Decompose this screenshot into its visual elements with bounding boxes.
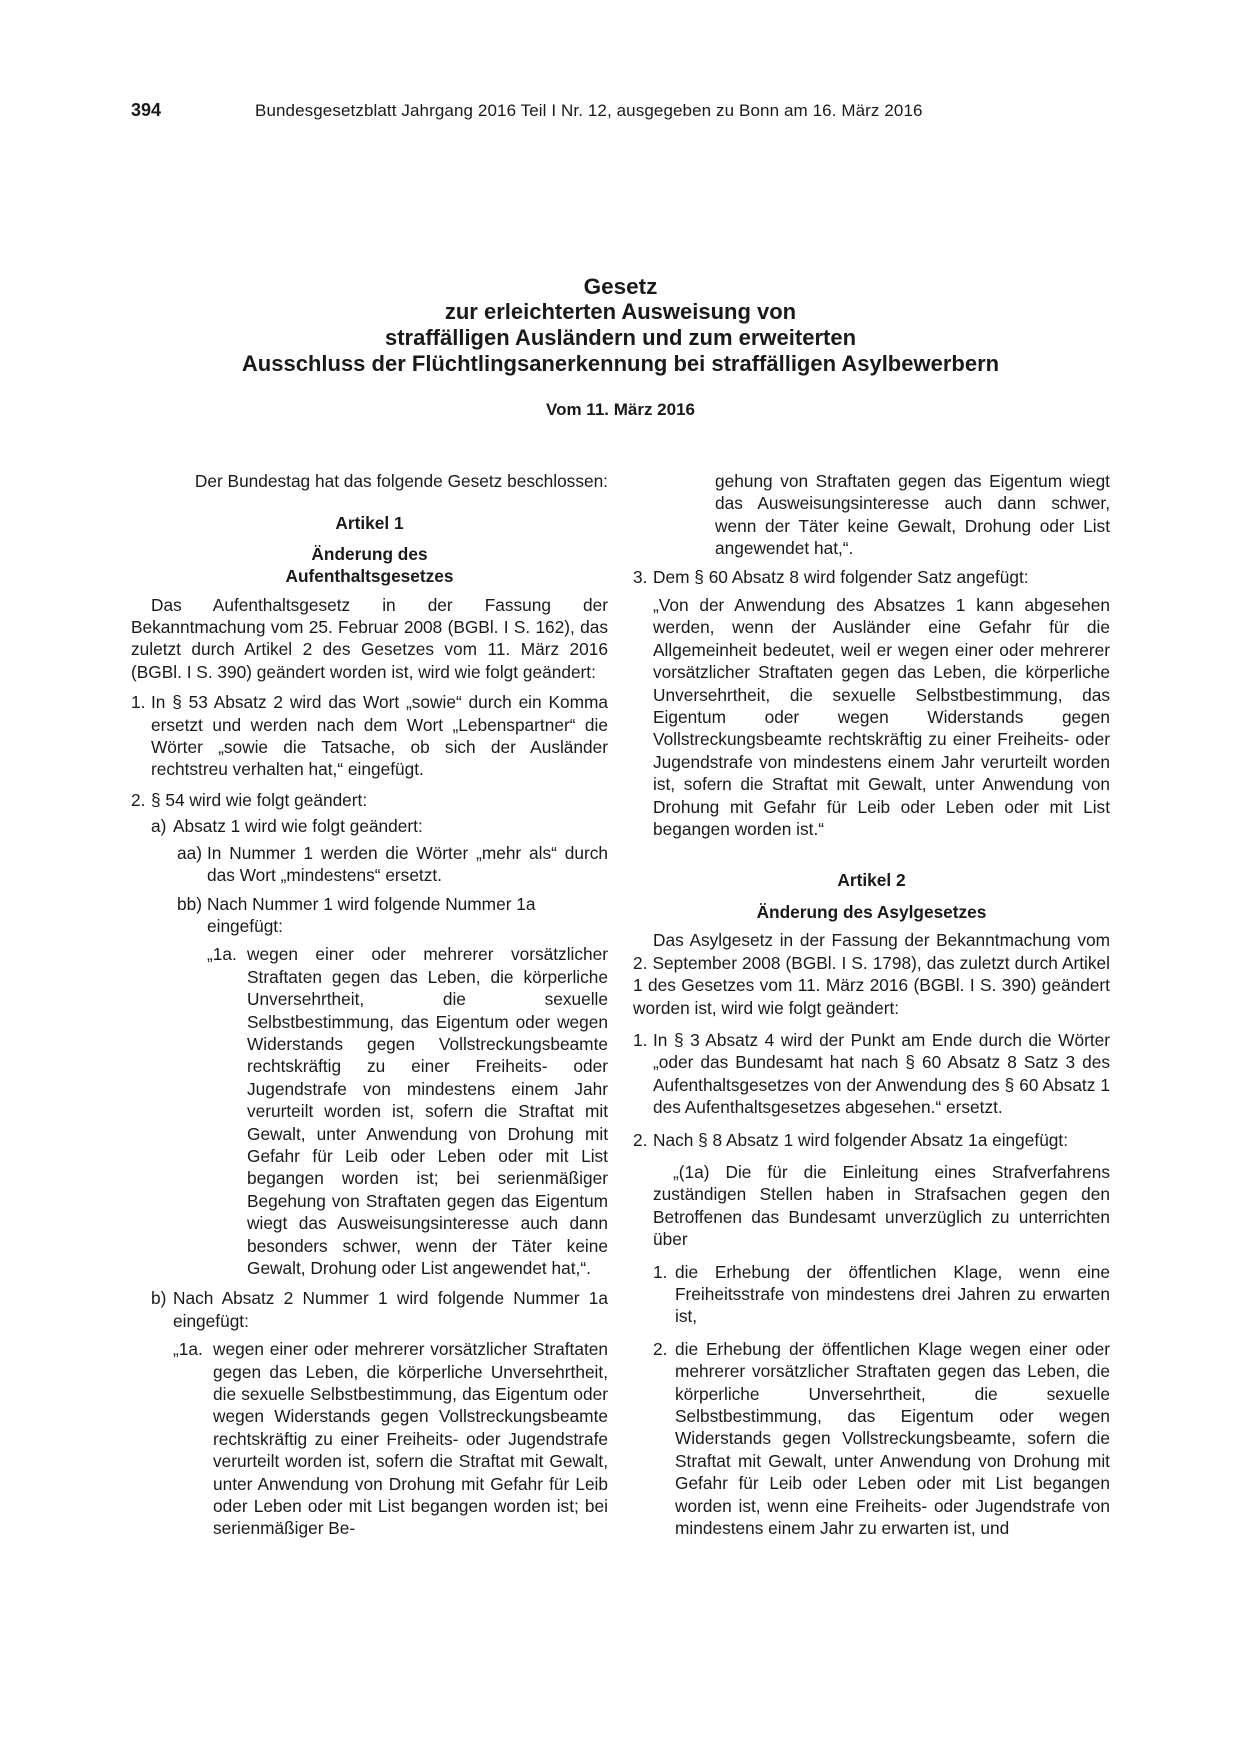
amendment-1 <box>131 691 608 781</box>
amendment-2b-text: Nach Absatz 2 Nummer 1 wird folgende Nummer 1a eingefügt: <box>173 1288 608 1331</box>
inserted-number-1a <box>207 943 608 1279</box>
amendment-2a-aa <box>177 842 608 887</box>
asyl-amendment-2-label: 2. <box>633 1129 648 1150</box>
article-2-intro: Das Asylgesetz in der Fassung der Bekanntmachung vom 2. September 2008 (BGBl. I S. 1798), das zuletzt durch Artikel 1 des Gesetzes vom 11. März 2016 (BGBl. I S. 390) geändert worden ist, wird wie folgt geändert: <box>633 930 1110 1018</box>
enactment-clause: Der Bundestag hat das folgende Gesetz beschlossen: <box>194 471 608 491</box>
asyl-amendment-1 <box>633 1029 1110 1119</box>
title-line-3: straffälligen Ausländern und zum erweiterten <box>384 325 857 350</box>
inserted-paragraph-1a: „(1a) Die für die Einleitung eines Strafverfahrens zuständigen Stellen haben in Strafsachen gegen den Betroffenen das Bundesamt unverzüglich zu unterrichten über <box>653 1161 1110 1250</box>
amendment-2-label: 2. <box>131 789 146 810</box>
amendment-2a-aa-text: In Nummer 1 werden die Wörter „mehr als“ durch das Wort „mindestens“ ersetzt. <box>207 842 608 886</box>
title-line-4: Ausschluss der Flüchtlingsanerkennung bei straffälligen Asylbewerbern <box>241 351 1000 376</box>
title-line-1: Gesetz <box>583 274 658 299</box>
page-number: 394 <box>131 100 162 120</box>
amendment-3-text: Dem § 60 Absatz 8 wird folgender Satz angefügt: <box>653 566 1029 587</box>
inserted-number-1a-text: wegen einer oder mehrerer vorsätzlicher Straftaten gegen das Leben, die körperliche Unversehrtheit, die sexuelle Selbstbestimmung, das Eigentum oder wegen Widerstands gegen Vollstreckungsbeamte rechtskräftig zu einer Freiheits- oder Jugendstrafe von mindestens einem Jahr verurteilt worden ist, sofern die Straftat mit Gewalt, unter Anwendung von Drohung mit Gefahr für Leib oder Leben oder mit List begangen worden ist; bei serienmäßiger Begehung von Straftaten gegen das Eigentum wiegt das Ausweisungsinteresse auch dann besonders schwer, wenn der Täter keine Gewalt, Drohung oder List angewendet hat,“. <box>247 944 608 1278</box>
article-2-title: Artikel 2 <box>837 869 906 890</box>
article-1-intro: Das Aufenthaltsgesetz in der Fassung der Bekanntmachung vom 25. Februar 2008 (BGBl. I S. 162), das zuletzt durch Artikel 2 des Gesetzes vom 11. März 2016 (BGBl. I S. 390) geändert worden ist, wird wie folgt geändert: <box>131 594 608 682</box>
right-column <box>633 470 1110 1539</box>
amendment-1-label: 1. <box>131 692 146 713</box>
notification-item-1-text: die Erhebung der öffentlichen Klage, wenn eine Freiheitsstrafe von mindestens drei Jahren zu erwarten ist, <box>675 1261 1110 1327</box>
left-column <box>131 470 608 1540</box>
inserted-number-1a-label: „1a. <box>207 944 237 965</box>
law-date: Vom 11. März 2016 <box>546 400 695 419</box>
notification-item-1 <box>653 1261 1110 1328</box>
amendment-2-text: § 54 wird wie folgt geändert: <box>151 789 368 810</box>
article-1-subtitle-2: Aufenthaltsgesetzes <box>285 566 454 587</box>
amendment-2a <box>151 815 608 837</box>
amendment-2 <box>131 789 608 811</box>
notification-item-2-label: 2. <box>653 1338 668 1359</box>
amendment-2a-text: Absatz 1 wird wie folgt geändert: <box>173 816 423 837</box>
amendment-2a-label: a) <box>151 816 167 837</box>
asyl-amendment-2 <box>633 1129 1110 1151</box>
inserted-paragraph-2-1a-text: wegen einer oder mehrerer vorsätzlicher Straftaten gegen das Leben, die körperliche Unversehrtheit, die sexuelle Selbstbestimmung, das Eigentum oder wegen Widerstands gegen Vollstreckungsbeamte rechtskräftig zu einer Freiheits- oder Jugendstrafe verurteilt worden ist, sofern die Straftat mit Gewalt, unter Anwendung von Drohung mit Gefahr für Leib oder Leben oder mit List begangen worden ist; bei serienmäßiger Be- <box>213 1339 608 1539</box>
inserted-paragraph-2-1a-label: „1a. <box>173 1339 203 1360</box>
amendment-2a-bb-text: Nach Nummer 1 wird folgende Nummer 1a eingefügt: <box>207 893 536 936</box>
notification-item-2 <box>653 1338 1110 1540</box>
amendment-3-quote: „Von der Anwendung des Absatzes 1 kann abgesehen werden, wenn der Ausländer eine Gefahr für die Allgemeinheit bedeutet, weil er wegen einer oder mehrerer vorsätzlicher Straftaten gegen das Leben, die körperliche Unversehrtheit, die sexuelle Selbstbestimmung, das Eigentum oder wegen Widerstands gegen Vollstreckungsbeamte rechtskräftig zu einer Freiheits- oder Jugendstrafe von mindestens einem Jahr verurteilt worden ist, sofern die Straftat mit Gewalt, unter Anwendung von Drohung mit Gefahr für Leib oder Leben oder mit List begangen worden ist.“ <box>653 595 1110 840</box>
law-title <box>100 275 1141 377</box>
article-1-subtitle-1: Änderung des <box>311 543 428 564</box>
amendment-2a-aa-label: aa) <box>177 842 202 863</box>
amendment-2b <box>151 1287 608 1332</box>
continued-text: gehung von Straftaten gegen das Eigentum wiegt das Ausweisungsinteresse auch dann schwer, wenn der Täter keine Gewalt, Drohung oder List angewendet hat,“. <box>715 471 1110 559</box>
running-head: Bundesgesetzblatt Jahrgang 2016 Teil I Nr. 12, ausgegeben zu Bonn am 16. März 2016 <box>255 101 923 120</box>
amendment-3-label: 3. <box>633 566 648 587</box>
inserted-paragraph-2-1a <box>173 1338 608 1540</box>
title-line-2: zur erleichterten Ausweisung von <box>444 299 797 324</box>
notification-item-2-text: die Erhebung der öffentlichen Klage wegen einer oder mehrerer vorsätzlicher Straftaten gegen das Leben, die körperliche Unversehrtheit, die sexuelle Selbstbestimmung, das Eigentum oder wegen Widerstands gegen Vollstreckungsbeamte, sofern die Straftat mit Gewalt, unter Anwendung von Drohung mit Gefahr für Leib oder Leben oder mit List begangen worden ist, wenn eine Freiheits- oder Jugendstrafe von mindestens einem Jahr zu erwarten ist, und <box>675 1338 1110 1539</box>
amendment-1-text: In § 53 Absatz 2 wird das Wort „sowie“ durch ein Komma ersetzt und werden nach dem Wort „Lebenspartner“ die Wörter „sowie die Tatsache, ob sich der Ausländer rechtstreu verhalten hat,“ eingefügt. <box>151 692 608 780</box>
article-1-title: Artikel 1 <box>335 513 404 534</box>
asyl-amendment-2-text: Nach § 8 Absatz 1 wird folgender Absatz 1a eingefügt: <box>653 1129 1069 1150</box>
article-2-subtitle: Änderung des Asylgesetzes <box>756 901 987 922</box>
notification-item-1-label: 1. <box>653 1261 668 1282</box>
amendment-2a-bb-label: bb) <box>177 893 202 914</box>
asyl-amendment-1-text: In § 3 Absatz 4 wird der Punkt am Ende durch die Wörter „oder das Bundesamt hat nach § 60 Absatz 8 Satz 3 des Aufenthaltsgesetzes von der Anwendung des § 60 Absatz 1 des Aufenthaltsgesetzes abgesehen.“ ersetzt. <box>653 1029 1110 1118</box>
amendment-2b-label: b) <box>151 1288 167 1309</box>
amendment-3 <box>633 566 1110 588</box>
asyl-amendment-1-label: 1. <box>633 1029 648 1050</box>
amendment-2a-bb <box>177 893 608 938</box>
